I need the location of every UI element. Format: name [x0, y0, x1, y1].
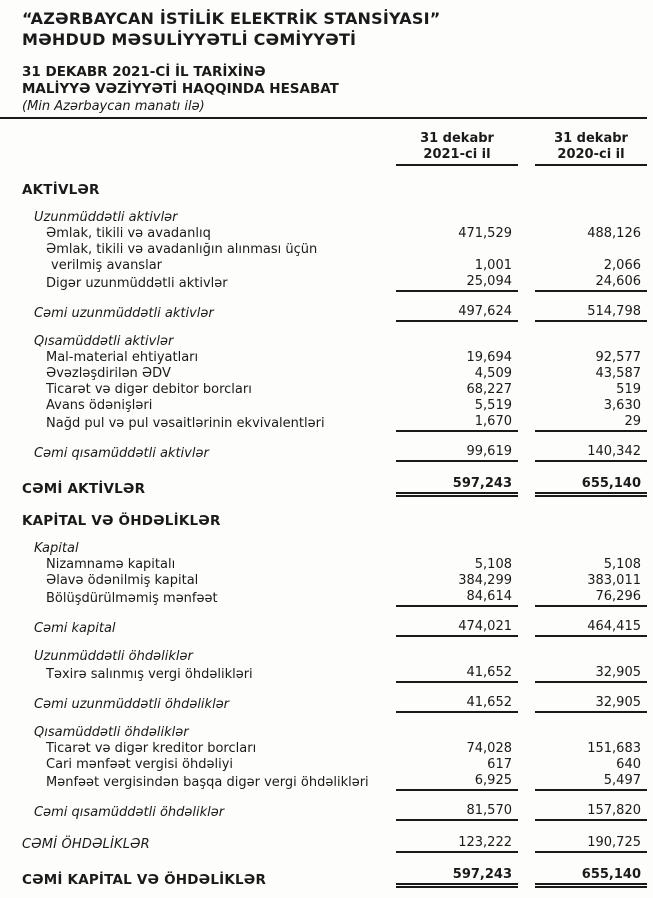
- table-row: [0, 803, 647, 821]
- table-row: [0, 210, 647, 226]
- value-2020: 519: [616, 382, 641, 397]
- report-title-line: MALİYYƏ VƏZİYYƏTİ HAQQINDA HESABAT: [22, 81, 339, 97]
- row-label-line1: AKTİVLƏR: [22, 182, 100, 198]
- table-row: [0, 725, 647, 741]
- value-2020: 190,725: [535, 835, 647, 853]
- value-2021: 99,619: [396, 444, 518, 462]
- table-row: [0, 513, 647, 529]
- table-row: [0, 414, 647, 432]
- row-label-line1: Digər uzunmüddətli aktivlər: [46, 276, 228, 291]
- table-row: [0, 334, 647, 350]
- column-header-2020: [535, 131, 647, 166]
- column-header-2021-line2: 2021-ci il: [423, 147, 491, 162]
- value-2021: 81,570: [396, 803, 518, 821]
- value-2021: 25,094: [396, 274, 518, 292]
- report-date-line: 31 DEKABR 2021-Cİ İL TARİXİNƏ: [22, 64, 266, 80]
- row-label: [0, 416, 396, 432]
- table-row: [0, 741, 647, 757]
- table-row: [0, 773, 647, 791]
- row-label-line1: Uzunmüddətli öhdəliklər: [34, 649, 193, 664]
- value-2020: 655,140: [535, 476, 647, 497]
- row-label: [0, 276, 396, 292]
- row-label: [0, 541, 396, 557]
- row-label: [0, 481, 396, 497]
- row-label-line1: Ticarət və digər debitor borcları: [46, 382, 252, 397]
- row-label-line1: Cari mənfəət vergisi öhdəliyi: [46, 757, 233, 772]
- table-row: [0, 835, 647, 853]
- value-2020: 640: [616, 757, 641, 772]
- value-2021: 1,001: [474, 258, 512, 273]
- row-label: [0, 697, 396, 713]
- column-header-2021: [396, 131, 518, 166]
- row-label: [0, 366, 396, 382]
- value-2021: 41,652: [396, 665, 518, 683]
- row-label-line1: CƏMİ ÖHDƏLİKLƏR: [22, 837, 150, 852]
- row-label: [0, 210, 396, 226]
- value-2020: 140,342: [535, 444, 647, 462]
- row-label-line1: Kapital: [34, 541, 79, 556]
- value-2020: 5,108: [603, 557, 641, 572]
- value-2020: 32,905: [535, 665, 647, 683]
- table-row: [0, 382, 647, 398]
- statement-rows: [0, 182, 647, 888]
- row-label-line1: Qısamüddətli öhdəliklər: [34, 725, 189, 740]
- table-row: [0, 695, 647, 713]
- row-label-line1: Cəmi uzunmüddətli öhdəliklər: [34, 697, 230, 712]
- table-row: [0, 350, 647, 366]
- value-2021: 68,227: [466, 382, 512, 397]
- header-divider-rule: [0, 117, 647, 119]
- value-2021: 474,021: [396, 619, 518, 637]
- value-2020: 24,606: [535, 274, 647, 292]
- column-header-2020-line1: 31 dekabr: [554, 131, 628, 146]
- table-row: [0, 242, 647, 274]
- row-label-line1: Nağd pul və pul vəsaitlərinin ekvivalentləri: [46, 416, 325, 431]
- value-2021: 597,243: [396, 867, 518, 888]
- row-label: [0, 573, 396, 589]
- row-label: [0, 182, 396, 198]
- report-title-block: [0, 64, 647, 115]
- row-label: [0, 741, 396, 757]
- row-label-line1: Cəmi qısamüddətli aktivlər: [34, 446, 209, 461]
- row-label: [0, 557, 396, 573]
- value-2021: 4,509: [474, 366, 512, 381]
- company-name-line1: “AZƏRBAYCAN İSTİLİK ELEKTRİK STANSİYASI”: [22, 9, 441, 28]
- value-2021: 6,925: [396, 773, 518, 791]
- value-2021: 123,222: [396, 835, 518, 853]
- row-label: [0, 725, 396, 741]
- row-label: [0, 805, 396, 821]
- value-2020: 151,683: [587, 741, 641, 756]
- table-row: [0, 366, 647, 382]
- table-row: [0, 867, 647, 888]
- table-row: [0, 398, 647, 414]
- value-2020: 92,577: [595, 350, 641, 365]
- table-row: [0, 649, 647, 665]
- row-label-line1: CƏMİ AKTİVLƏR: [22, 481, 146, 497]
- row-label: [0, 226, 396, 242]
- row-label: [0, 350, 396, 366]
- row-label-line1: Nizamnamə kapitalı: [46, 557, 176, 572]
- row-label-line1: Mənfəət vergisindən başqa digər vergi öhdəlikləri: [46, 775, 369, 790]
- value-2021: 19,694: [466, 350, 512, 365]
- row-label: [0, 398, 396, 414]
- value-2021: 617: [487, 757, 512, 772]
- row-label-line1: Əmlak, tikili və avadanlıq: [46, 226, 211, 241]
- value-2021: 497,624: [396, 304, 518, 322]
- value-2021: 74,028: [466, 741, 512, 756]
- value-2020: 655,140: [535, 867, 647, 888]
- row-label: [0, 306, 396, 322]
- row-label: [0, 242, 396, 274]
- row-label-line1: Bölüşdürülməmiş mənfəət: [46, 591, 218, 606]
- row-label: [0, 513, 396, 529]
- row-label-line1: KAPİTAL VƏ ÖHDƏLİKLƏR: [22, 513, 221, 529]
- row-label-line2: verilmiş avanslar: [51, 258, 163, 273]
- table-row: [0, 274, 647, 292]
- table-row: [0, 182, 647, 198]
- table-row: [0, 619, 647, 637]
- value-2021: 41,652: [396, 695, 518, 713]
- row-label-line1: Ticarət və digər kreditor borcları: [46, 741, 257, 756]
- units-note: (Min Azərbaycan manatı ilə): [22, 99, 205, 114]
- row-label: [0, 872, 396, 888]
- table-row: [0, 444, 647, 462]
- value-2020: 464,415: [535, 619, 647, 637]
- table-row: [0, 589, 647, 607]
- row-label-line1: Cəmi kapital: [34, 621, 116, 636]
- report-header: [0, 8, 647, 166]
- row-label: [0, 837, 396, 853]
- value-2020: 2,066: [603, 258, 641, 273]
- table-row: [0, 557, 647, 573]
- value-2020: 3,630: [603, 398, 641, 413]
- company-name-line2: MƏHDUD MƏSULİYYƏTLİ CƏMİYYƏTİ: [22, 30, 357, 49]
- value-2020: 29: [535, 414, 647, 432]
- row-label-line1: Qısamüddətli aktivlər: [34, 334, 174, 349]
- row-label-line1: Cəmi qısamüddətli öhdəliklər: [34, 805, 225, 820]
- value-2020: 43,587: [595, 366, 641, 381]
- value-2021: 84,614: [396, 589, 518, 607]
- column-header-2021-line1: 31 dekabr: [420, 131, 494, 146]
- row-label-line1: Uzunmüddətli aktivlər: [34, 210, 178, 225]
- row-label-line1: Təxirə salınmış vergi öhdəlikləri: [46, 667, 253, 682]
- table-row: [0, 541, 647, 557]
- table-row: [0, 665, 647, 683]
- row-label-line1: Avans ödənişləri: [46, 398, 153, 413]
- row-label-line1: CƏMİ KAPİTAL VƏ ÖHDƏLİKLƏR: [22, 872, 267, 888]
- value-2021: 471,529: [458, 226, 512, 241]
- value-2020: 383,011: [587, 573, 641, 588]
- row-label: [0, 775, 396, 791]
- row-label: [0, 446, 396, 462]
- row-label: [0, 334, 396, 350]
- row-label-line1: Əvəzləşdirilən ƏDV: [46, 366, 171, 381]
- table-row: [0, 304, 647, 322]
- table-row: [0, 476, 647, 497]
- table-row: [0, 226, 647, 242]
- row-label: [0, 649, 396, 665]
- value-2021: 5,108: [474, 557, 512, 572]
- value-2021: 1,670: [396, 414, 518, 432]
- value-2020: 514,798: [535, 304, 647, 322]
- value-2020: 76,296: [535, 589, 647, 607]
- column-header-2020-line2: 2020-ci il: [557, 147, 625, 162]
- value-2020: 5,497: [535, 773, 647, 791]
- row-label-line1: Mal-material ehtiyatları: [46, 350, 199, 365]
- value-2020: 32,905: [535, 695, 647, 713]
- row-label: [0, 667, 396, 683]
- row-label: [0, 757, 396, 773]
- table-row: [0, 757, 647, 773]
- row-label-line1: Cəmi uzunmüddətli aktivlər: [34, 306, 214, 321]
- value-2021: 384,299: [458, 573, 512, 588]
- value-2021: 597,243: [396, 476, 518, 497]
- row-label-line1: Əmlak, tikili və avadanlığın alınması üçün: [46, 242, 318, 257]
- value-2020: 157,820: [535, 803, 647, 821]
- row-label: [0, 591, 396, 607]
- column-headers: [0, 131, 647, 166]
- row-label: [0, 621, 396, 637]
- table-row: [0, 573, 647, 589]
- row-label: [0, 382, 396, 398]
- value-2020: 488,126: [587, 226, 641, 241]
- row-label-line1: Əlavə ödənilmiş kapital: [46, 573, 199, 588]
- value-2021: 5,519: [474, 398, 512, 413]
